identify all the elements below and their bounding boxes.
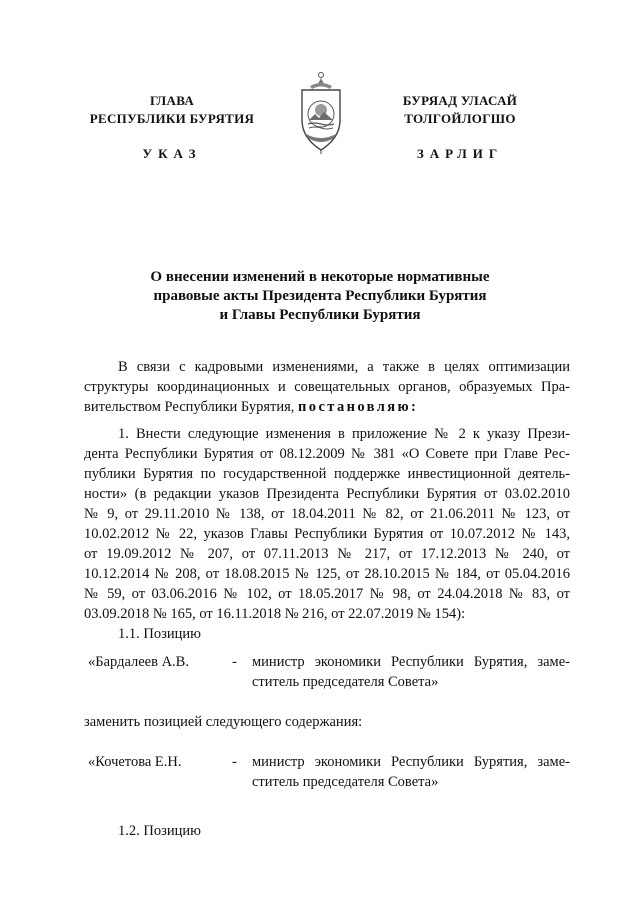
item1-line-6: 10.02.2012 № 22, указов Главы Республики Бурятия от 10.07.2012 № 143, <box>84 526 570 542</box>
issuer-left-line2: РЕСПУБЛИКИ БУРЯТИЯ <box>89 111 255 126</box>
preamble-line-2: структуры координационных и совещательных органов, образуемых Пра- <box>84 379 570 395</box>
issuer-right-line2: ТОЛГОЙЛОГШО <box>404 111 516 126</box>
old-entry-role-line-1: министр экономики Республики Бурятия, заме- <box>252 654 570 670</box>
item1-line-4: ности» (в редакции указов Президента Республики Бурятия от 03.02.2010 <box>84 486 570 502</box>
replace-instruction: заменить позицией следующего содержания: <box>84 714 363 730</box>
item1-line-5: № 9, от 29.11.2010 № 138, от 18.04.2011 № 82, от 21.06.2011 № 123, от <box>84 506 570 522</box>
item1-line-9: № 59, от 03.06.2016 № 102, от 18.05.2017 № 98, от 24.04.2018 № 83, от <box>84 586 570 602</box>
title-line-2: правовые акты Президента Республики Бурятия <box>153 288 487 304</box>
document-title <box>90 268 550 325</box>
new-entry-name: «Кочетова Е.Н. <box>88 754 182 770</box>
new-entry-dash: - <box>232 754 237 770</box>
doc-type-right: ЗАРЛИГ <box>416 146 504 161</box>
item1-line-3: публики Бурятия по государственной поддержке инвестиционной деятель- <box>84 466 570 482</box>
title-line-1: О внесении изменений в некоторые нормативные <box>150 269 490 285</box>
old-entry-role-line-2: ститель председателя Совета» <box>252 674 439 690</box>
coat-of-arms-icon <box>296 70 346 156</box>
issuer-left-line1: ГЛАВА <box>149 93 195 108</box>
issuer-right-line1: БУРЯАД УЛАСАЙ <box>402 93 518 108</box>
item1-line-2: дента Республики Бурятия от 08.12.2009 № 381 «О Совете при Главе Рес- <box>84 446 570 462</box>
item1-line-8: 10.12.2014 № 208, от 18.08.2015 № 125, от 28.10.2015 № 184, от 05.04.2016 <box>84 566 570 582</box>
item1-line-7: от 19.09.2012 № 207, от 07.11.2013 № 217, от 17.12.2013 № 240, от <box>84 546 570 562</box>
item1-line-1: 1. Внести следующие изменения в приложение № 2 к указу Прези- <box>118 426 570 442</box>
title-line-3: и Главы Республики Бурятия <box>219 307 421 323</box>
preamble-line-3 <box>84 398 418 416</box>
new-entry-role-line-1: министр экономики Республики Бурятия, заме- <box>252 754 570 770</box>
old-entry-dash: - <box>232 654 237 670</box>
subitem-1-2-label: 1.2. Позицию <box>118 823 201 839</box>
old-entry-name: «Бардалеев А.В. <box>88 654 189 670</box>
subitem-1-1-label: 1.1. Позицию <box>118 626 201 642</box>
preamble-line-1: В связи с кадровыми изменениями, а также в целях оптимизации <box>118 359 570 375</box>
new-entry-role-line-2: ститель председателя Совета» <box>252 774 439 790</box>
item1-line-10: 03.09.2018 № 165, от 16.11.2018 № 216, от 22.07.2019 № 154): <box>84 606 466 622</box>
preamble-line-3-text: вительством Республики Бурятия, <box>84 399 299 415</box>
decree-emphasis: постановляю: <box>298 399 419 415</box>
doc-type-left: УКАЗ <box>142 146 202 161</box>
